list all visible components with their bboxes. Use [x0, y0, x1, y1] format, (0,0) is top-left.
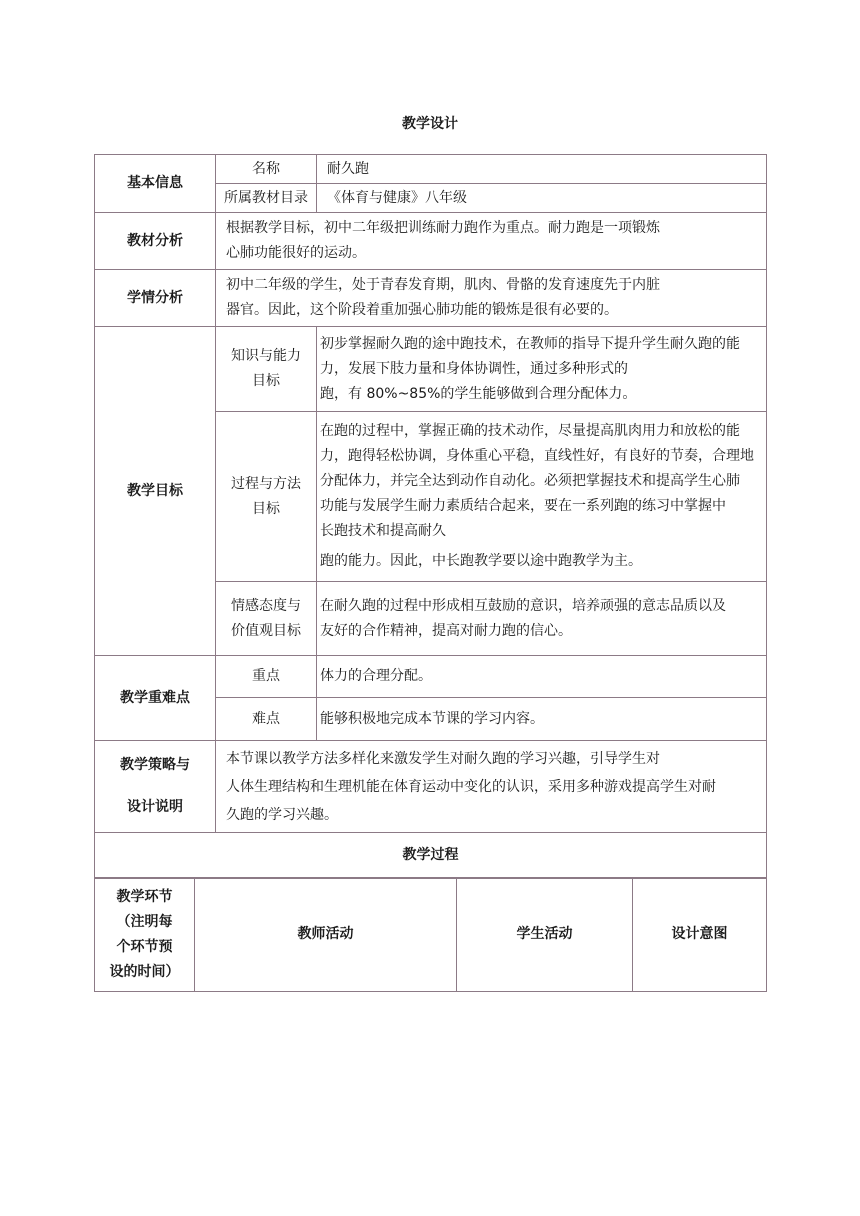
text-line: 长跑技术和提高耐久: [320, 523, 446, 539]
text-line: 器官。因此，这个阶段着重加强心肺功能的锻炼是很有必要的。: [226, 302, 618, 318]
label-line: 知识与能力: [231, 348, 301, 364]
label-line: 情感态度与: [231, 597, 301, 614]
label-line: 设的时间）: [109, 963, 180, 980]
material-analysis-text: [216, 213, 767, 270]
design-table: [94, 154, 767, 879]
key-value: 体力的合理分配。: [317, 656, 767, 698]
knowledge-goal-text: [317, 327, 767, 412]
label-line: 个环节预: [116, 938, 173, 955]
col-student-header: 学生活动: [457, 878, 633, 992]
text-line: 本节课以教学方法多样化来激发学生对耐久跑的学习兴趣，引导学生对: [226, 750, 660, 767]
student-analysis-text: [216, 270, 767, 327]
text-line: 人体生理结构和生理机能在体育运动中变化的认识，采用多种游戏提高学生对耐: [226, 778, 716, 795]
key-points-label: 教学重难点: [95, 656, 216, 741]
process-goal-label: [216, 412, 317, 582]
col-intent-header: 设计意图: [633, 878, 767, 992]
text-line: 分配体力，并完全达到动作自动化。必须把掌握技术和提高学生心肺: [320, 473, 740, 489]
material-analysis-label: 教材分析: [95, 213, 216, 270]
text-line: 跑，有 80%~85%的学生能够做到合理分配体力。: [320, 385, 637, 402]
name-label: 名称: [216, 155, 317, 184]
text-line: 功能与发展学生耐力素质结合起来，要在一系列跑的练习中掌握中: [320, 498, 726, 514]
col-teacher-header: 教师活动: [195, 878, 457, 992]
text-line: 初步掌握耐久跑的途中跑技术，在教师的指导下提升学生耐久跑的能: [320, 335, 740, 352]
key-label: 重点: [216, 656, 317, 698]
text-line: 在跑的过程中，掌握正确的技术动作，尽量提高肌肉用力和放松的能: [320, 423, 740, 439]
text-line: 初中二年级的学生，处于青春发育期，肌肉、骨骼的发育速度先于内脏: [226, 277, 660, 293]
label-line: 设计说明: [127, 799, 183, 815]
label-line: 教学策略与: [120, 757, 190, 773]
strategy-text: [216, 741, 767, 833]
strategy-label: [95, 741, 216, 833]
col-stage-header: [95, 878, 195, 992]
basic-info-label: 基本信息: [95, 155, 216, 213]
label-line: 目标: [252, 373, 280, 389]
text-line: 友好的合作精神，提高对耐力跑的信心。: [320, 622, 572, 639]
emotion-goal-label: [216, 582, 317, 656]
text-line: 跑的能力。因此，中长跑教学要以途中跑教学为主。: [320, 553, 642, 569]
label-line: 教学环节: [116, 888, 173, 905]
text-line: 力，跑得轻松协调，身体重心平稳，直线性好，有良好的节奏，合理地: [320, 448, 754, 464]
document-title: 教学设计: [402, 116, 458, 132]
text-line: 力，发展下肢力量和身体协调性，通过多种形式的: [320, 360, 628, 377]
process-table: [94, 877, 767, 992]
label-line: 目标: [252, 500, 280, 517]
difficulty-label: 难点: [216, 698, 317, 741]
goals-label: 教学目标: [95, 327, 216, 656]
label-line: （注明每: [116, 913, 173, 930]
label-line: 过程与方法: [231, 475, 301, 492]
catalog-label: 所属教材目录: [216, 184, 317, 213]
emotion-goal-text: [317, 582, 767, 656]
text-line: 心肺功能很好的运动。: [226, 245, 366, 261]
student-analysis-label: 学情分析: [95, 270, 216, 327]
process-goal-text: [317, 412, 767, 582]
text-line: 在耐久跑的过程中形成相互鼓励的意识，培养顽强的意志品质以及: [320, 597, 726, 614]
teaching-process-title: 教学过程: [95, 833, 767, 879]
text-line: 根据教学目标，初中二年级把训练耐力跑作为重点。耐力跑是一项锻炼: [226, 220, 660, 236]
text-line: 久跑的学习兴趣。: [226, 806, 338, 823]
label-line: 价值观目标: [231, 622, 301, 639]
difficulty-value: 能够积极地完成本节课的学习内容。: [317, 698, 767, 741]
knowledge-goal-label: [216, 327, 317, 412]
name-value: 耐久跑: [317, 155, 767, 184]
catalog-value: 《体育与健康》八年级: [317, 184, 767, 213]
